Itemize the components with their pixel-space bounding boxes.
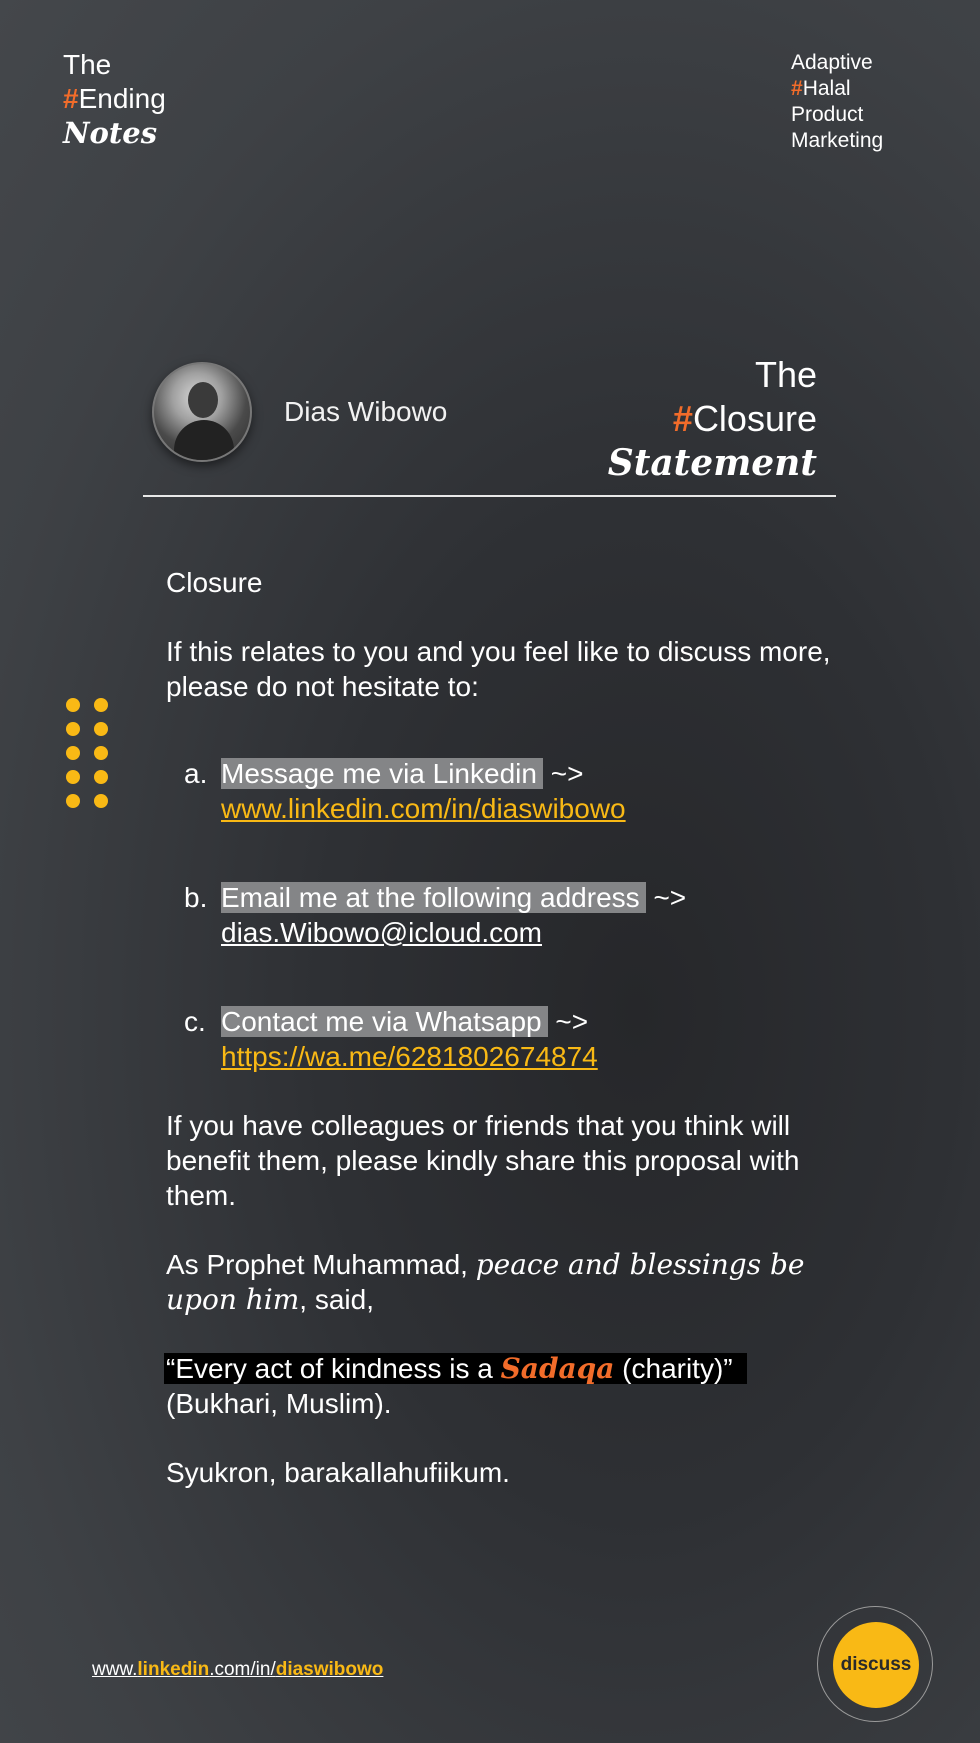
closure-content xyxy=(166,565,846,1490)
dot xyxy=(66,698,80,712)
prophet-suffix: , said, xyxy=(299,1284,374,1315)
hadith-quote xyxy=(166,1351,846,1421)
brand-left-line1: The xyxy=(63,49,112,80)
dot xyxy=(94,794,108,808)
brand-right-line3: Product xyxy=(791,103,864,126)
title-line2 xyxy=(608,397,817,441)
author-name: Dias Wibowo xyxy=(284,396,448,427)
quote-source: (Bukhari, Muslim). xyxy=(166,1388,392,1419)
footer-linkedin-link[interactable] xyxy=(92,1659,383,1681)
content-intro: If this relates to you and you feel like to discuss more, please do not hesitate to: xyxy=(166,636,831,702)
dot xyxy=(94,722,108,736)
arrow-symbol: ~> xyxy=(555,1006,589,1037)
dot xyxy=(94,698,108,712)
brand-right-halal: Halal xyxy=(802,77,851,100)
hashtag-symbol: # xyxy=(672,398,693,439)
arrow-symbol: ~> xyxy=(550,758,584,789)
quote-suffix: (charity)” xyxy=(614,1353,733,1384)
brand-left-line2 xyxy=(63,82,166,116)
prophet-blessing: peace and blessings be upon him xyxy=(166,1248,805,1316)
whatsapp-label: Contact me via Whatsapp xyxy=(221,1006,548,1037)
quote-prefix: “Every act of kindness is a xyxy=(166,1353,501,1384)
email-link[interactable]: dias.Wibowo@icloud.com xyxy=(221,917,542,948)
author-profile xyxy=(152,362,447,462)
list-item xyxy=(184,880,846,950)
linkedin-link[interactable]: www.linkedin.com/in/diaswibowo xyxy=(221,793,626,824)
list-marker: c. xyxy=(184,1006,206,1037)
footer-middle: .com/in/ xyxy=(209,1659,276,1680)
list-marker: a. xyxy=(184,758,208,789)
hashtag-symbol: # xyxy=(63,83,79,114)
decorative-dots-icon xyxy=(66,698,112,808)
discuss-button[interactable]: discuss xyxy=(833,1622,919,1708)
dot xyxy=(66,746,80,760)
brand-right-line1: Adaptive xyxy=(791,51,873,74)
title-closure: Closure xyxy=(692,398,817,439)
email-label: Email me at the following address xyxy=(221,882,646,913)
title-line1: The xyxy=(754,354,817,395)
avatar xyxy=(152,362,252,462)
dot xyxy=(66,770,80,784)
brand-left-notes: Notes xyxy=(63,116,158,150)
prophet-prefix: As Prophet Muhammad, xyxy=(166,1249,476,1280)
hashtag-symbol: # xyxy=(791,77,803,100)
page-title xyxy=(608,353,817,485)
dot xyxy=(66,794,80,808)
brand-halal-marketing xyxy=(791,50,883,154)
brand-right-line2 xyxy=(791,76,883,102)
share-paragraph: If you have colleagues or friends that you think will benefit them, please kindly share this proposal with them. xyxy=(166,1110,800,1211)
prophet-paragraph xyxy=(166,1247,846,1317)
content-heading: Closure xyxy=(166,567,263,598)
avatar-body-shape xyxy=(174,420,234,462)
arrow-symbol: ~> xyxy=(653,882,687,913)
header-divider xyxy=(143,495,836,497)
quote-highlight xyxy=(164,1353,747,1384)
title-statement: Statement xyxy=(607,442,817,484)
whatsapp-link[interactable]: https://wa.me/6281802674874 xyxy=(221,1041,598,1072)
closing-text: Syukron, barakallahufiikum. xyxy=(166,1457,510,1488)
list-marker: b. xyxy=(184,882,208,913)
footer-linkedin: linkedin xyxy=(137,1659,210,1680)
list-item xyxy=(184,1004,846,1074)
dot xyxy=(94,746,108,760)
quote-sadaqa: Sadaqa xyxy=(500,1352,615,1385)
footer-prefix: www. xyxy=(92,1659,138,1680)
brand-right-line4: Marketing xyxy=(791,129,884,152)
dot xyxy=(94,770,108,784)
brand-left-ending: Ending xyxy=(78,83,166,114)
contact-list xyxy=(166,756,846,1074)
dot xyxy=(66,722,80,736)
avatar-head-shape xyxy=(188,382,218,418)
footer-handle: diaswibowo xyxy=(275,1659,384,1680)
linkedin-label: Message me via Linkedin xyxy=(221,758,543,789)
brand-ending-notes xyxy=(63,48,166,150)
list-item xyxy=(184,756,846,826)
